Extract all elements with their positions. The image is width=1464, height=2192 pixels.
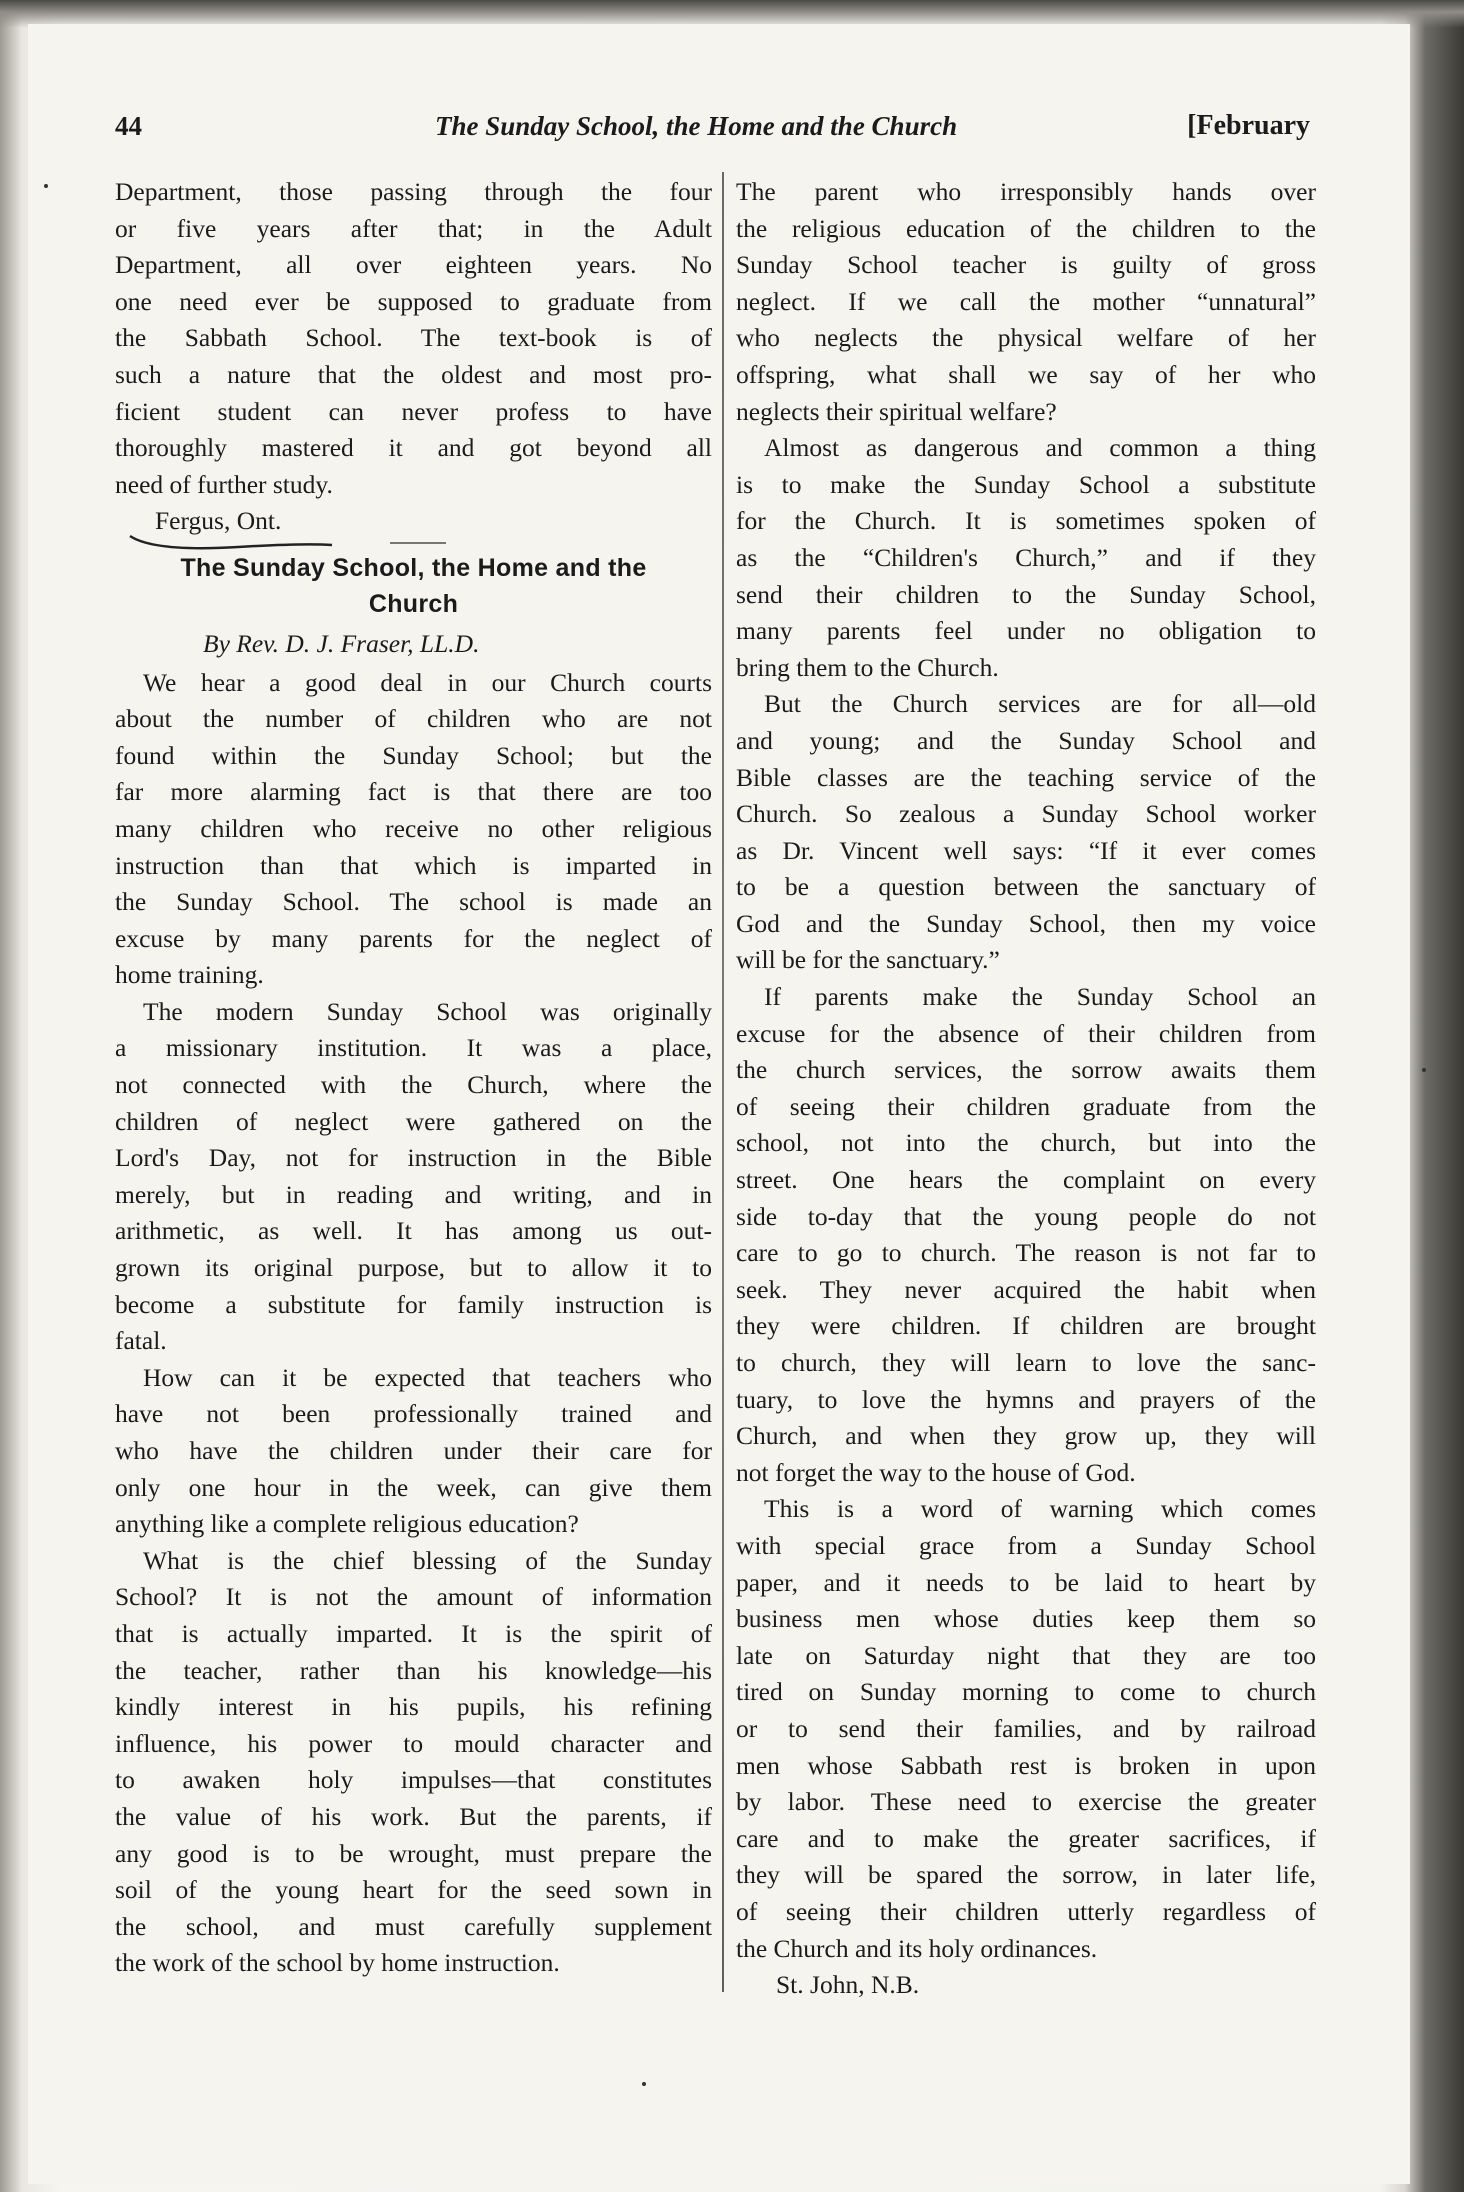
paragraph (736, 1491, 1316, 1967)
text-line: school, not into the church, but into the (736, 1128, 1316, 1158)
text-line: instruction than that which is imparted in (115, 850, 712, 880)
text-line: How can it be expected that teachers who (143, 1362, 712, 1392)
text-line: grown its original purpose, but to allow it to (115, 1253, 712, 1283)
text-line: by labor. These need to exercise the greater (736, 1787, 1316, 1817)
article-title-line-1: The Sunday School, the Home and the (180, 553, 647, 582)
text-line: excuse for the absence of their children from (736, 1018, 1316, 1048)
page-header (115, 106, 1310, 146)
text-line: neglect. If we call the mother “unnatural” (736, 286, 1316, 316)
text-line: a missionary institution. It was a place, (115, 1033, 712, 1063)
text-line: The parent who irresponsibly hands over (736, 177, 1316, 206)
section-separator-rule (390, 542, 446, 544)
paragraph (115, 665, 712, 994)
text-line: But the Church services are for all—old (764, 689, 1316, 719)
text-line: only one hour in the week, can give them (115, 1472, 712, 1502)
text-line: What is the chief blessing of the Sunday (143, 1545, 712, 1575)
text-line: Department, all over eighteen years. No (115, 250, 712, 280)
text-line: Bible classes are the teaching service of the (736, 762, 1316, 792)
running-title: The Sunday School, the Home and the Church (435, 111, 958, 141)
text-line: tired on Sunday morning to come to church (736, 1677, 1316, 1707)
text-line: soil of the young heart for the seed sown in (115, 1875, 712, 1905)
text-line: We hear a good deal in our Church courts (143, 667, 712, 697)
text-line: School? It is not the amount of information (115, 1582, 712, 1612)
text-line: any good is to be wrought, must prepare the (115, 1838, 712, 1868)
text-line: If parents make the Sunday School an (764, 982, 1316, 1012)
text-line: care and to make the greater sacrifices, if (736, 1823, 1316, 1853)
text-line: the teacher, rather than his knowledge—his (115, 1655, 712, 1685)
text-line: they were children. If children are brought (736, 1311, 1316, 1341)
text-line: or to send their families, and by railroad (736, 1713, 1316, 1743)
text-line: Lord's Day, not for instruction in the Bible (115, 1143, 712, 1173)
pen-underline-mark (128, 530, 334, 552)
article-place: St. John, N.B. (776, 1970, 920, 2000)
text-line: offspring, what shall we say of her who (736, 359, 1316, 389)
text-line: to awaken holy impulses—that constitutes (115, 1765, 712, 1795)
text-line: as the “Children's Church,” and if they (736, 542, 1316, 572)
right-article-body (736, 174, 1316, 1967)
paragraph (115, 994, 712, 1360)
margin-speck (44, 184, 48, 188)
text-line: business men whose duties keep them so (736, 1604, 1316, 1634)
text-line: far more alarming fact is that there are too (115, 777, 712, 807)
text-line: many parents feel under no obligation to (736, 616, 1316, 646)
header-month: [February (1187, 110, 1310, 141)
text-line: neglects their spiritual welfare? (736, 396, 1057, 426)
text-line: they will be spared the sorrow, in later life, (736, 1860, 1316, 1890)
paragraph (736, 430, 1316, 686)
text-line: many children who receive no other religious (115, 813, 712, 843)
text-line: This is a word of warning which comes (764, 1494, 1316, 1524)
text-line: children of neglect were gathered on the (115, 1106, 712, 1136)
text-line: to be a question between the sanctuary of (736, 872, 1316, 902)
text-line: found within the Sunday School; but the (115, 740, 712, 770)
text-line: for the Church. It is sometimes spoken of (736, 506, 1316, 536)
text-line: the Church and its holy ordinances. (736, 1933, 1098, 1963)
text-line: Church, and when they grow up, they will (736, 1421, 1316, 1451)
text-line: street. One hears the complaint on every (736, 1165, 1316, 1195)
text-line: of seeing their children graduate from the (736, 1091, 1316, 1121)
right-column (736, 174, 1316, 2004)
text-line: become a substitute for family instruction is (115, 1289, 712, 1319)
text-line: such a nature that the oldest and most pro- (115, 359, 712, 389)
paragraph (115, 174, 712, 503)
text-line: not forget the way to the house of God. (736, 1457, 1136, 1487)
text-line: the religious education of the children to the (736, 213, 1316, 243)
text-line: as Dr. Vincent well says: “If it ever comes (736, 835, 1316, 865)
text-line: and young; and the Sunday School and (736, 725, 1316, 755)
paragraph (736, 686, 1316, 979)
previous-article-place: Fergus, Ont. (155, 506, 282, 536)
left-column (115, 174, 712, 1982)
text-line: have not been professionally trained and (115, 1399, 712, 1429)
text-line: or five years after that; in the Adult (115, 213, 712, 243)
margin-speck (642, 2082, 646, 2086)
text-line: The modern Sunday School was originally (143, 996, 712, 1026)
text-line: kindly interest in his pupils, his refining (115, 1692, 712, 1722)
left-article-body (115, 665, 712, 1982)
text-line: Church. So zealous a Sunday School worker (736, 799, 1316, 829)
text-line: home training. (115, 960, 264, 990)
text-line: the Sabbath School. The text-book is of (115, 323, 712, 353)
paragraph (115, 1360, 712, 1543)
margin-speck (1422, 1068, 1426, 1072)
text-line: will be for the sanctuary.” (736, 945, 1000, 975)
text-line: the church services, the sorrow awaits them (736, 1055, 1316, 1085)
text-line: the work of the school by home instruction. (115, 1948, 560, 1978)
text-line: the value of his work. But the parents, if (115, 1801, 712, 1831)
text-line: that is actually imparted. It is the spirit of (115, 1618, 712, 1648)
text-line: the Sunday School. The school is made an (115, 887, 712, 917)
text-line: care to go to church. The reason is not far to (736, 1238, 1316, 1268)
article-title (115, 550, 712, 622)
text-line: about the number of children who are not (115, 704, 712, 734)
text-line: who neglects the physical welfare of her (736, 323, 1316, 353)
text-line: Almost as dangerous and common a thing (764, 433, 1316, 463)
text-line: need of further study. (115, 469, 333, 499)
paragraph (115, 1543, 712, 1982)
text-line: not connected with the Church, where the (115, 1070, 712, 1100)
text-line: fatal. (115, 1326, 167, 1356)
text-line: God and the Sunday School, then my voice (736, 908, 1316, 938)
text-line: seek. They never acquired the habit when (736, 1274, 1316, 1304)
text-line: late on Saturday night that they are too (736, 1640, 1316, 1670)
text-line: ficient student can never profess to have (115, 396, 712, 426)
text-line: thoroughly mastered it and got beyond all (115, 433, 712, 463)
paragraph (736, 174, 1316, 430)
text-line: influence, his power to mould character and (115, 1728, 712, 1758)
text-line: is to make the Sunday School a substitute (736, 469, 1316, 499)
text-line: excuse by many parents for the neglect of (115, 923, 712, 953)
text-line: Department, those passing through the four (115, 177, 712, 206)
text-line: who have the children under their care for (115, 1436, 712, 1465)
text-line: bring them to the Church. (736, 652, 999, 682)
text-line: tuary, to love the hymns and prayers of the (736, 1384, 1316, 1414)
previous-article-ending (115, 174, 712, 503)
article-byline: By Rev. D. J. Fraser, LL.D. (203, 628, 480, 658)
text-line: Sunday School teacher is guilty of gross (736, 250, 1316, 280)
text-line: of seeing their children utterly regardless of (736, 1896, 1316, 1926)
text-line: side to-day that the young people do not (736, 1201, 1316, 1231)
text-line: arithmetic, as well. It has among us out- (115, 1216, 712, 1246)
text-line: merely, but in reading and writing, and in (115, 1179, 712, 1209)
page-number: 44 (115, 111, 142, 141)
text-line: anything like a complete religious education? (115, 1509, 579, 1539)
text-line: send their children to the Sunday School, (736, 579, 1316, 609)
text-line: to church, they will learn to love the sanc- (736, 1348, 1316, 1377)
article-title-line-2: Church (368, 589, 459, 618)
text-line: men whose Sabbath rest is broken in upon (736, 1750, 1316, 1780)
text-line: the school, and must carefully supplement (115, 1911, 712, 1941)
text-line: with special grace from a Sunday School (736, 1530, 1316, 1560)
paragraph (736, 979, 1316, 1491)
text-line: one need ever be supposed to graduate from (115, 286, 712, 316)
text-line: paper, and it needs to be laid to heart by (736, 1567, 1316, 1597)
column-divider (722, 172, 724, 1992)
